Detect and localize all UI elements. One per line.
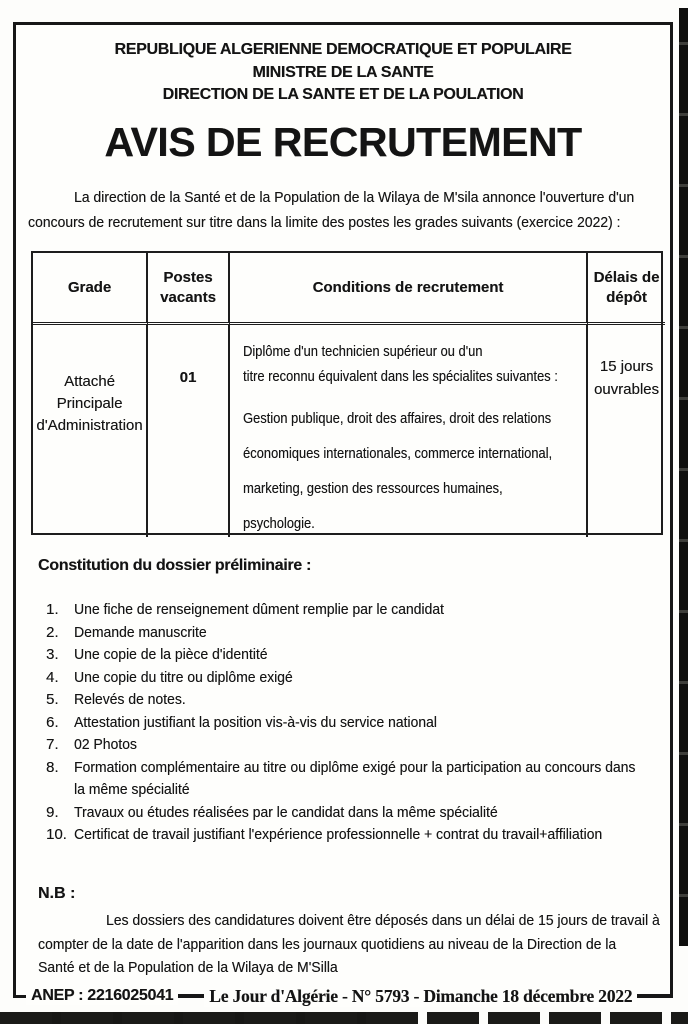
nb-line-3: Santé et de la Population de la Wilaya de M'Silla [38,959,338,976]
cell-delais: 15 jours ouvrables [593,358,660,398]
dossier-item-1: 1. Une fiche de renseignement dûment remplie par le candidat [46,601,444,618]
dossier-heading: Constitution du dossier préliminaire : [38,557,312,574]
anep-number: ANEP : 2216025041 [26,987,178,1005]
dossier-item-2: 2. Demande manuscrite [46,623,207,641]
scan-edge-right [679,8,688,946]
dossier-item-3: 3. Une copie de la pièce d'identité [46,646,268,663]
dossier-item-4: 4. Une copie du titre ou diplôme exigé [46,668,293,686]
cell-postes-vacants: 01 [148,325,230,537]
intro-paragraph [28,185,668,235]
conditions-spec-line-4: psychologie. [243,515,315,532]
col-header-grade: Grade [33,253,148,325]
footer-dash-middle [178,994,204,997]
recruitment-table [31,251,663,535]
organization-header [16,39,670,107]
conditions-spec-line-1: Gestion publique, droit des affaires, droit des relations [243,410,552,427]
journal-issue-date: Le Jour d'Algérie - N° 5793 - Dimanche 18 décembre 2022 [204,986,637,1007]
dossier-item-6: 6. Attestation justifiant la position vis-à-vis du service national [46,713,437,731]
nb-paragraph [38,909,668,980]
intro-line-2: concours de recrutement sur titre dans la limite des postes les grades suivants (exercice 2022) : [28,214,621,231]
dossier-list [46,599,666,847]
dossier-item-7: 7. 02 Photos [46,736,137,753]
notice-title: AVIS DE RECRUTEMENT [104,119,582,165]
cell-conditions [230,325,588,537]
col-header-postes-vacants: Postes vacants [148,253,230,325]
scan-edge-bottom [0,1012,688,1024]
org-line-direction: DIRECTION DE LA SANTE ET DE LA POULATION [162,86,524,103]
footer-credit-line [13,981,673,1011]
conditions-line-1: Diplôme d'un technicien supérieur ou d'un [243,343,483,360]
col-header-conditions: Conditions de recrutement [230,253,588,325]
conditions-spec-line-2: économiques internationales, commerce international, [243,445,553,462]
notice-frame [13,22,673,1006]
col-header-delais: Délais de dépôt [588,253,665,325]
nb-line-1: Les dossiers des candidatures doivent être déposés dans un délai de 15 jours de travail à [106,912,660,929]
dossier-item-9: 9. Travaux ou études réalisées par le candidat dans la même spécialité [46,803,498,821]
org-line-ministry: MINISTRE DE LA SANTE [252,63,434,81]
nb-label: N.B : [38,885,76,902]
footer-dash-right [637,994,673,997]
intro-line-1: La direction de la Santé et de la Population de la Wilaya de M'sila annonce l'ouverture d'un [74,189,635,206]
nb-line-2: compter de la date de l'apparition dans les journaux quotidiens au niveau de la Direction de la [38,935,617,953]
dossier-item-8: 8. Formation complémentaire au titre ou diplôme exigé pour la participation au concours dans la même spécialité [46,758,636,798]
org-line-republic: REPUBLIQUE ALGERIENNE DEMOCRATIQUE ET POPULAIRE [114,41,572,58]
dossier-item-10: 10. Certificat de travail justifiant l'expérience professionnelle + contrat du travail+affiliation [46,826,603,843]
scan-edge-top [0,0,688,9]
conditions-line-2: titre reconnu équivalent dans les spécialites suivantes : [243,368,558,385]
conditions-spec-line-3: marketing, gestion des ressources humaines, [243,480,503,497]
cell-grade: Attaché Principale d'Administration [33,325,148,537]
dossier-item-5: 5. Relevés de notes. [46,691,186,708]
